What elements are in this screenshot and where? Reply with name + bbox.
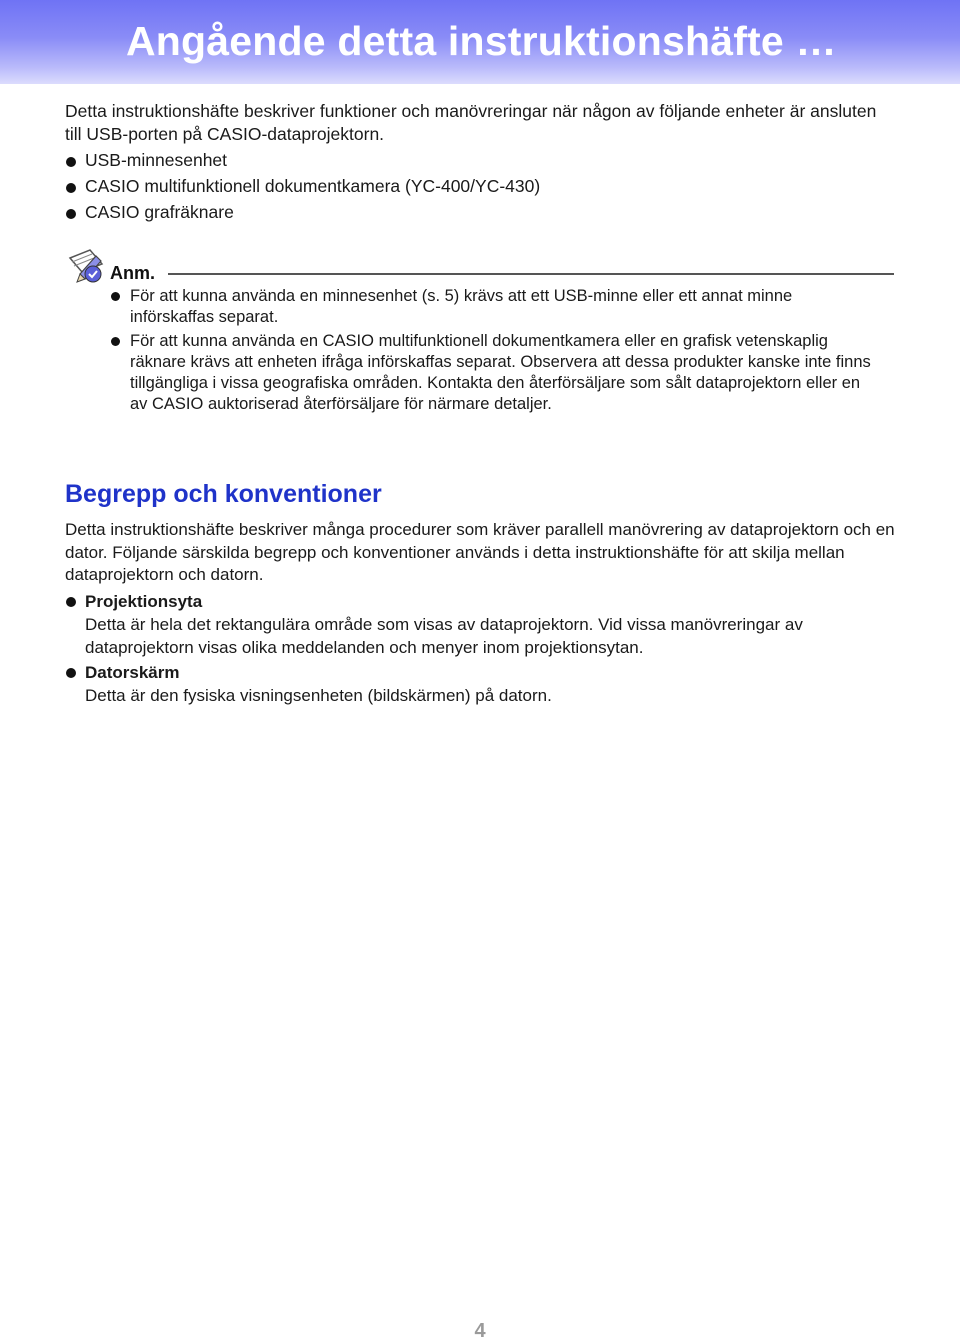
section-intro: Detta instruktionshäfte beskriver många procedurer som kräver parallell manövrering av dataprojektorn och en dator. Följande särskilda begrepp och konventioner används i detta instruktionshäfte för att skilja mellan dataprojektorn och datorn. (65, 520, 895, 584)
bullet-icon (111, 337, 120, 346)
page-title: Angående detta instruktionshäfte … (126, 18, 837, 64)
page-number: 4 (474, 1320, 486, 1342)
bullet-icon (66, 668, 76, 678)
note-list (110, 286, 880, 418)
note-pencil-icon (66, 244, 108, 286)
intro-text: Detta instruktionshäfte beskriver funktioner och manövreringar när någon av följande enheter är ansluten till USB-porten på CASIO-dataprojektorn. (65, 101, 877, 144)
bullet-icon (66, 157, 76, 167)
note-item (110, 286, 880, 328)
note-label: Anm. (110, 263, 155, 283)
list-item (65, 202, 540, 228)
note-item-text: För att kunna använda en CASIO multifunktionell dokumentkamera eller en grafisk vetenskaplig räknare krävs att enheten ifråga införskaffas separat. Observera att dessa produkter kanske inte finns tillgängliga i vissa geografiska områden. Kontakta den återförsäljare som sålt dataprojektorn eller en av CASIO auktoriserad återförsäljare för närmare detaljer. (130, 332, 871, 413)
list-item (65, 150, 540, 176)
note-item-text: För att kunna använda en minnesenhet (s. 5) krävs att ett USB-minne eller ett annat minne införskaffas separat. (130, 287, 793, 326)
note-item (110, 331, 880, 415)
bullet-icon (111, 292, 120, 301)
note-divider (168, 273, 894, 275)
definition-list (65, 590, 895, 709)
definition-description: Detta är den fysiska visningsenheten (bildskärmen) på datorn. (85, 686, 552, 705)
definition-term: Datorskärm (85, 663, 180, 682)
list-item-text: USB-minnesenhet (85, 150, 228, 170)
definition-item (65, 661, 895, 707)
definition-item (65, 590, 895, 659)
bullet-icon (66, 597, 76, 607)
section-heading: Begrepp och konventioner (65, 480, 382, 508)
definition-description: Detta är hela det rektangulära område som visas av dataprojektorn. Vid vissa manövreringar av dataprojektorn visas olika meddelanden och menyer inom projektionsytan. (85, 615, 803, 657)
list-item-text: CASIO grafräknare (85, 202, 234, 222)
device-list (65, 150, 540, 228)
bullet-icon (66, 183, 76, 193)
bullet-icon (66, 209, 76, 219)
definition-term: Projektionsyta (85, 592, 203, 611)
list-item-text: CASIO multifunktionell dokumentkamera (YC-400/YC-430) (85, 176, 541, 196)
list-item (65, 176, 540, 202)
